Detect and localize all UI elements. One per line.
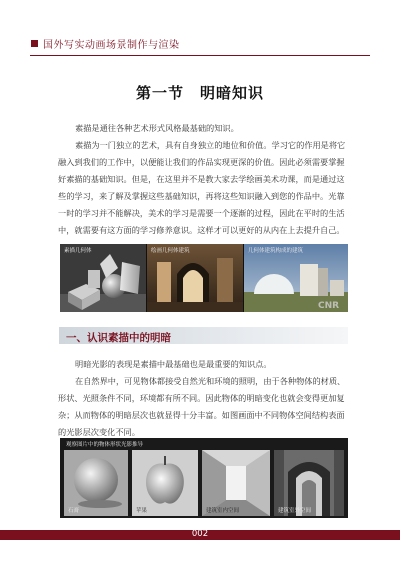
photo-interior-space [202, 450, 270, 516]
running-head-square-icon [31, 40, 38, 47]
figure2-caption: 建筑室内空间 [206, 508, 240, 514]
figure-light-shade-objects [60, 438, 348, 518]
paragraph-text: 素描为一门独立的艺术，具有自身独立的地位和价值。学习它的作用是将它融入到我们的工作中，以便能让我们的作品实现更深的价值。因此必须需要掌握好素描的基础知识。但是，在这里并不是教大家去学绘画美术功课，而是通过这些的学习，来了解及掌握这些基础知识，再将这些知识融入到您的作品中。光靠一时的学习并不能解决，美术的学习是需要一个逐渐的过程，因此在平时的生活中，就需要有这方面的学习修养意识。这样才可以更好的从内在上去提升自己。 [58, 140, 346, 235]
paragraph-intro [58, 120, 348, 137]
interior-arches-image [147, 244, 243, 312]
figure2-header: 观察图片中的物体形状光影推导 [66, 442, 144, 448]
watermark-logo: CNR [318, 301, 340, 311]
figure1-caption: 素描几何体 [64, 248, 92, 254]
photo-exterior-space [274, 450, 344, 516]
photo-exterior-buildings [244, 244, 348, 312]
paragraph-lightshade-body [58, 373, 348, 441]
paragraph-text: 明暗光影的表现是素描中最基础也是最重要的知识点。 [75, 359, 272, 369]
running-head [0, 0, 400, 60]
paragraph-lightshade-intro [58, 356, 348, 373]
running-head-title: 国外写实动画场景制作与渲染 [43, 40, 180, 51]
page-number: 002 [191, 529, 209, 539]
figure2-caption: 苹果 [136, 508, 148, 514]
figure1-caption: 绘画几何体建筑 [151, 248, 190, 254]
figure1-caption: 几何体建筑构成的建筑 [248, 248, 304, 254]
figure2-caption: 石膏 [68, 508, 80, 514]
paragraph-body [58, 137, 348, 239]
photo-apple [132, 450, 198, 516]
figure-geometry-architecture [60, 244, 348, 312]
photo-plaster-geometry [60, 244, 146, 312]
exterior-buildings-image [244, 244, 348, 312]
figure2-caption: 建筑室外空间 [278, 508, 312, 514]
running-head-rule [30, 55, 370, 56]
photo-plaster-sphere [64, 450, 128, 516]
plaster-geometry-image [60, 244, 146, 312]
subhead-title: 一、认识素描中的明暗 [66, 332, 171, 344]
paragraph-text: 在自然界中，可见物体都接受自然光和环境的照明，由于各种物体的材质、形状、光照条件不同，环境都有所不同。因此物体的明暗变化也就会变得更加复杂；从而物体的明暗层次也就显得十分丰富。如图画面中不同物体空间结构表面的光影层次变化不同。 [58, 376, 346, 437]
section-title: 第一节 明暗知识 [135, 84, 264, 102]
paragraph-text: 素描是通往各种艺术形式风格最基础的知识。 [75, 123, 239, 133]
photo-interior-arches [147, 244, 243, 312]
